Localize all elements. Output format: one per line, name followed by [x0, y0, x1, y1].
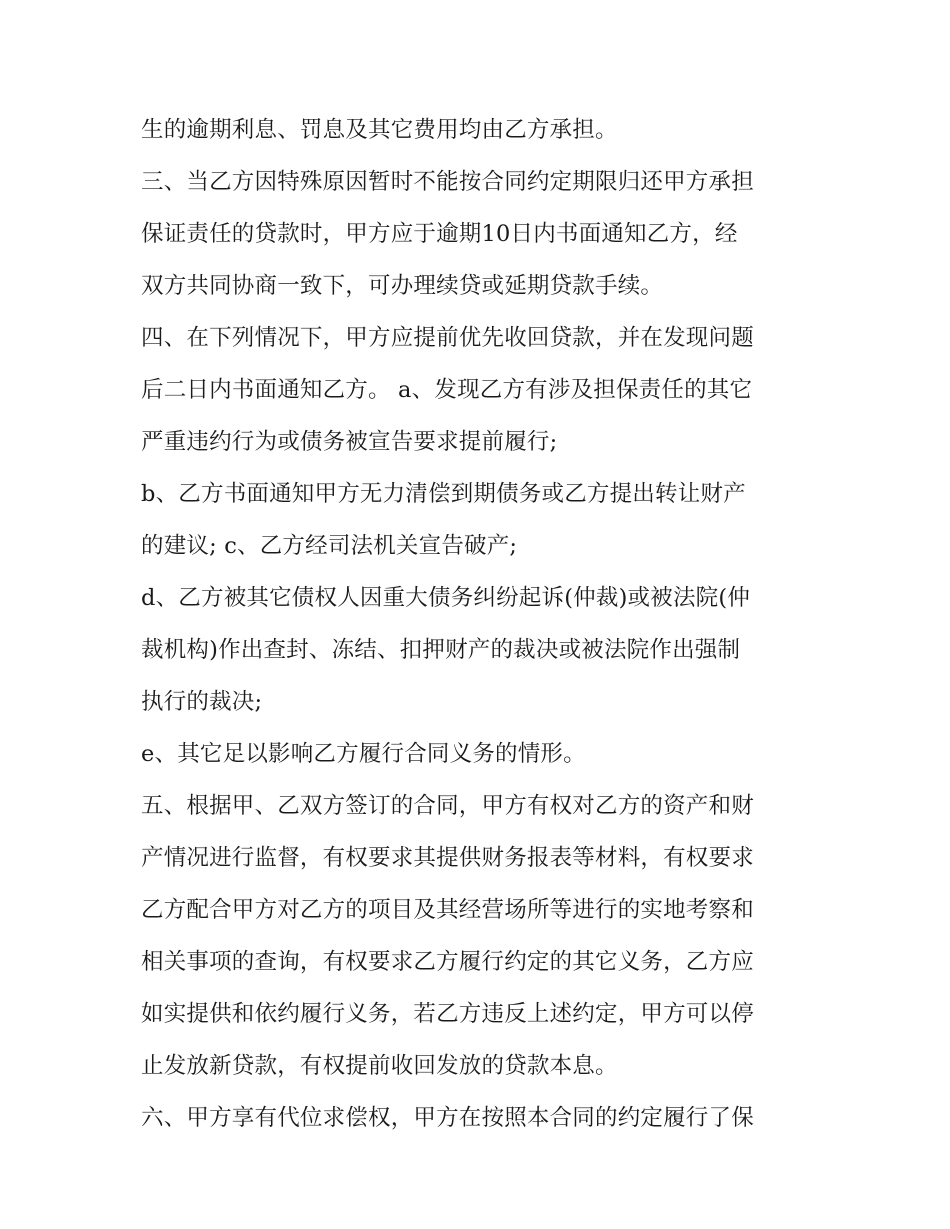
document-body — [141, 104, 816, 1144]
text-line: 五、根据甲、乙双方签订的合同，甲方有权对乙方的资产和财 — [141, 793, 754, 819]
paragraph-clause-5 — [141, 780, 816, 1092]
text-line: 四、在下列情况下，甲方应提前优先收回贷款，并在发现问题 — [141, 325, 754, 351]
paragraph-clause-6 — [141, 1092, 816, 1144]
text-line: 生的逾期利息、罚息及其它费用均由乙方承担。 — [141, 117, 618, 143]
paragraph-item-e — [141, 728, 816, 780]
text-line: b、乙方书面通知甲方无力清偿到期债务或乙方提出转让财产 — [141, 481, 746, 507]
text-line: 止发放新贷款，有权提前收回发放的贷款本息。 — [141, 1053, 618, 1079]
text-line: 三、当乙方因特殊原因暂时不能按合同约定期限归还甲方承担 — [141, 169, 754, 195]
text-line: 后二日内书面通知乙方。 a、发现乙方有涉及担保责任的其它 — [141, 377, 753, 403]
text-line: 严重违约行为或债务被宣告要求提前履行; — [141, 429, 558, 455]
text-line: 六、甲方享有代位求偿权，甲方在按照本合同的约定履行了保 — [141, 1105, 754, 1131]
text-line: 执行的裁决; — [141, 689, 263, 715]
text-line: 相关事项的查询，有权要求乙方履行约定的其它义务，乙方应 — [141, 949, 754, 975]
paragraph-clause-4 — [141, 312, 816, 468]
paragraph-continuation — [141, 104, 816, 156]
text-line: 双方共同协商一致下，可办理续贷或延期贷款手续。 — [141, 273, 664, 299]
text-line: 的建议; c、乙方经司法机关宣告破产; — [141, 533, 518, 559]
paragraph-clause-3 — [141, 156, 816, 312]
text-line: d、乙方被其它债权人因重大债务纠纷起诉(仲裁)或被法院(仲 — [141, 585, 751, 611]
paragraph-item-b — [141, 468, 816, 572]
text-line: 乙方配合甲方对乙方的项目及其经营场所等进行的实地考察和 — [141, 897, 754, 923]
text-line: 裁机构)作出查封、冻结、扣押财产的裁决或被法院作出强制 — [141, 637, 741, 663]
text-line: 产情况进行监督，有权要求其提供财务报表等材料，有权要求 — [141, 845, 754, 871]
text-line: 如实提供和依约履行义务，若乙方违反上述约定，甲方可以停 — [141, 1001, 754, 1027]
paragraph-item-d — [141, 572, 816, 728]
text-line: e、其它足以影响乙方履行合同义务的情形。 — [141, 741, 586, 767]
text-line: 保证责任的贷款时，甲方应于逾期10日内书面通知乙方，经 — [141, 221, 738, 247]
